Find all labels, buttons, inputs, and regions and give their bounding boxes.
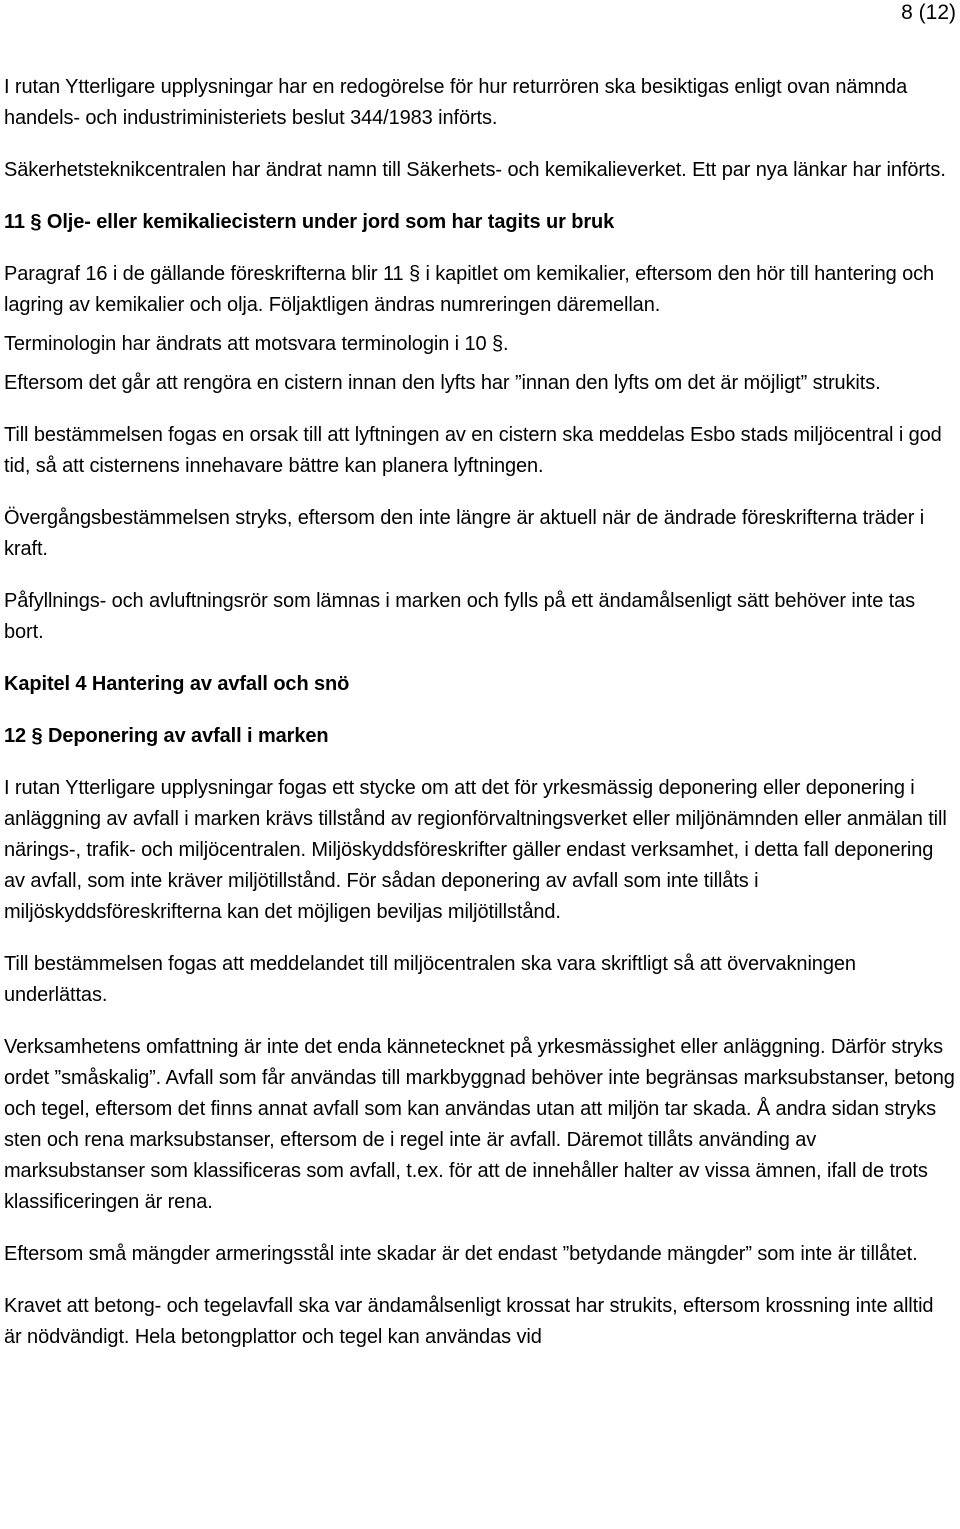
paragraph-betong-tegelavfall: Kravet att betong- och tegelavfall ska var ändamålsenligt krossat har strukits, eftersom krossning inte alltid är nödvändigt. Hela betongplattor och tegel kan användas vid <box>4 1295 934 1348</box>
paragraph-deponering-tillstand: I rutan Ytterligare upplysningar fogas ett stycke om att det för yrkesmässig deponering eller deponering i anläggning av avfall i marken krävs tillstånd av regionförvaltningsverket eller miljönämnden eller anmälan till närings-, trafik- och miljöcentralen. Miljöskyddsföreskrifter gäller endast verksamhet, i detta fall deponering av avfall, som inte kräver miljötillstånd. För sådan deponering av avfall som inte tillåts i miljöskyddsföreskrifterna kan det möjligen beviljas miljötillstånd. <box>4 777 947 923</box>
paragraph-verksamhetens-omfattning: Verksamhetens omfattning är inte det enda kännetecknet på yrkesmässighet eller anläggning. Därför stryks ordet ”småskalig”. Avfall som får användas till markbyggnad behöver inte begränsas marksubstanser, betong och tegel, eftersom det finns annat avfall som kan användas utan att miljön tar skada. Å andra sidan stryks sten och rena marksubstanser, eftersom de i regel inte är avfall. Däremot tillåts använding av marksubstanser som klassificeras som avfall, t.ex. för att de innehåller halter av vissa ämnen, ifall de trots klassificeringen är rena. <box>4 1036 955 1213</box>
section-heading-12: 12 § Deponering av avfall i marken <box>4 725 329 747</box>
paragraph-terminologin: Terminologin har ändrats att motsvara terminologin i 10 §. <box>4 333 509 355</box>
paragraph-overgangsbestammelsen: Övergångsbestämmelsen stryks, eftersom den inte längre är aktuell när de ändrade föreskrifterna träder i kraft. <box>4 507 925 560</box>
document-body <box>4 72 956 1353</box>
page-number: 8 (12) <box>901 1 956 24</box>
paragraph-rengora-cistern: Eftersom det går att rengöra en cistern innan den lyfts har ”innan den lyfts om det är möjligt” strukits. <box>4 372 881 394</box>
paragraph-paragraf-16: Paragraf 16 i de gällande föreskrifterna blir 11 § i kapitlet om kemikalier, eftersom den hör till hantering och lagring av kemikalier och olja. Följaktligen ändras numreringen däremellan. <box>4 263 935 316</box>
section-heading-11: 11 § Olje- eller kemikaliecistern under jord som har tagits ur bruk <box>4 211 615 233</box>
paragraph-armeringsstal: Eftersom små mängder armeringsstål inte skadar är det endast ”betydande mängder” som inte är tillåtet. <box>4 1243 918 1265</box>
paragraph-lyftning-meddelas: Till bestämmelsen fogas en orsak till att lyftningen av en cistern ska meddelas Esbo stads miljöcentral i god tid, så att cisternens innehavare bättre kan planera lyftningen. <box>4 424 942 477</box>
chapter-heading-4: Kapitel 4 Hantering av avfall och snö <box>4 673 350 695</box>
paragraph-meddelandet-skriftligt: Till bestämmelsen fogas att meddelandet till miljöcentralen ska vara skriftligt så att övervakningen underlättas. <box>4 953 856 1006</box>
paragraph-pafyllningsror: Påfyllnings- och avluftningsrör som lämnas i marken och fylls på ett ändamålsenligt sätt behöver inte tas bort. <box>4 590 916 643</box>
paragraph-returror: I rutan Ytterligare upplysningar har en redogörelse för hur returrören ska besiktigas enligt ovan nämnda handels- och industriministeriets beslut 344/1983 införts. <box>4 76 908 129</box>
paragraph-sakerhetsteknikcentralen: Säkerhetsteknikcentralen har ändrat namn till Säkerhets- och kemikalieverket. Ett par nya länkar har införts. <box>4 159 946 181</box>
